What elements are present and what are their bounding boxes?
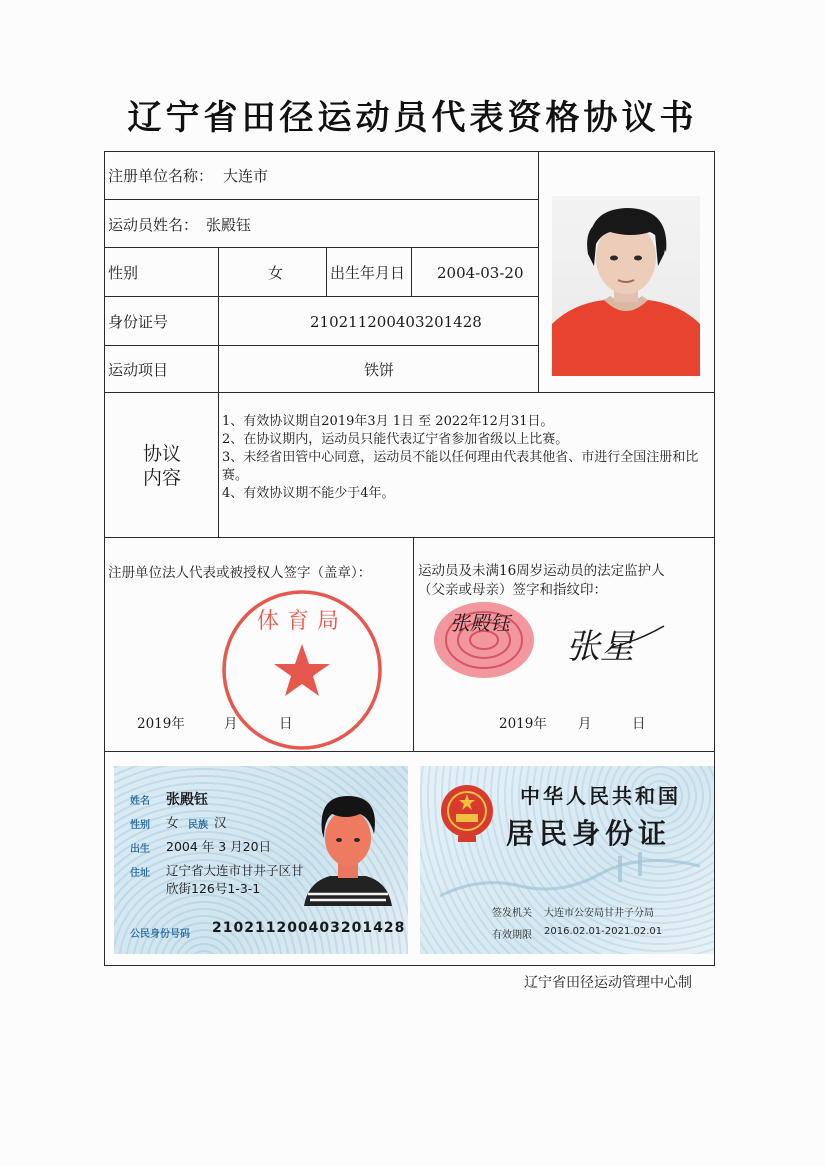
- col-divider: [326, 247, 327, 296]
- card-gender: 女: [166, 815, 179, 830]
- great-wall-watermark: [440, 846, 700, 906]
- row-divider: [104, 199, 538, 200]
- row-divider: [104, 751, 715, 752]
- card-back-title: 中华人民共和国: [520, 784, 681, 808]
- card-address-label: 住址: [130, 868, 150, 879]
- sign-right-label-line1: 运动员及未满16周岁运动员的法定监护人: [418, 563, 665, 579]
- col-divider: [538, 151, 539, 392]
- birth-value: 2004-03-20: [437, 264, 524, 282]
- id-card-front: [114, 766, 408, 954]
- national-emblem-icon: [438, 782, 496, 844]
- card-birth-label: 出生: [130, 844, 150, 855]
- card-name-label: 姓名: [130, 796, 150, 807]
- id-number-label: 身份证号: [108, 313, 169, 331]
- sport-value: 铁饼: [364, 361, 395, 379]
- document-title: 辽宁省田径运动员代表资格协议书: [127, 98, 698, 138]
- sign-right-label-line2: （父亲或母亲）签字和指纹印：: [418, 582, 607, 598]
- guardian-signature: [560, 616, 670, 674]
- agreement-items: [222, 413, 708, 503]
- sign-left-month: 月: [224, 716, 238, 732]
- id-number-value: 210211200403201428: [310, 313, 482, 331]
- official-seal: [218, 586, 386, 754]
- card-photo: [300, 790, 396, 906]
- row-divider: [104, 345, 538, 346]
- agreement-item: 4、有效协议期不能少于4年。: [222, 486, 395, 501]
- col-divider: [413, 537, 414, 751]
- sign-right-year: 2019年: [499, 716, 547, 732]
- col-divider: [218, 247, 219, 392]
- sport-label: 运动项目: [108, 361, 169, 379]
- card-address-line1: 辽宁省大连市甘井子区甘: [166, 863, 304, 878]
- card-back-subtitle: 居民身份证: [506, 817, 672, 850]
- seal-text: 体育局: [256, 609, 348, 634]
- card-ethnicity: 汉: [214, 815, 227, 830]
- row-divider: [104, 537, 715, 538]
- registration-value: 大连市: [223, 167, 269, 185]
- footer-issuer: 辽宁省田径运动管理中心制: [524, 975, 692, 991]
- gender-label: 性别: [108, 264, 139, 282]
- registration-label: 注册单位名称：: [108, 167, 214, 185]
- athlete-name-value: 张殿钰: [206, 216, 252, 234]
- card-id-label: 公民身份号码: [130, 929, 190, 940]
- gender-value: 女: [268, 264, 284, 282]
- sign-right-day: 日: [632, 716, 646, 732]
- agreement-item: 3、未经省田管中心同意，运动员不能以任何理由代表其他省、市进行全国注册和比赛。: [222, 450, 699, 483]
- fingerprint-signature: 张殿钰: [450, 611, 510, 635]
- card-name: 张殿钰: [166, 792, 208, 808]
- validity-label: 有效期限: [492, 930, 532, 941]
- card-ethnicity-label: 民族: [188, 820, 208, 831]
- card-birth: 2004 年 3 月20日: [166, 839, 272, 854]
- birth-label: 出生年月日: [330, 264, 406, 282]
- authority: 大连市公安局甘井子分局: [544, 908, 654, 919]
- sign-left-year: 2019年: [137, 716, 185, 732]
- agreement-title: [106, 442, 218, 490]
- sign-left-label: 注册单位法人代表或被授权人签字（盖章）：: [108, 565, 372, 581]
- athlete-name-label: 运动员姓名：: [108, 216, 199, 234]
- athlete-photo: [552, 196, 700, 376]
- col-divider: [218, 392, 219, 537]
- guardian-signature-text: 张星: [566, 627, 634, 667]
- id-card-back: [420, 766, 714, 954]
- row-divider: [104, 247, 538, 248]
- agreement-title-line1: 协议: [142, 443, 181, 465]
- agreement-title-line2: 内容: [142, 467, 181, 489]
- authority-label: 签发机关: [492, 908, 532, 919]
- card-gender-label: 性别: [130, 820, 150, 831]
- row-divider: [104, 296, 538, 297]
- row-divider: [104, 392, 715, 393]
- fingerprint: [430, 598, 538, 682]
- sign-right-month: 月: [578, 716, 592, 732]
- col-divider: [411, 247, 412, 296]
- agreement-item: 1、有效协议期自2019年3月 1日 至 2022年12月31日。: [222, 414, 554, 429]
- card-id: 210211200403201428: [212, 920, 406, 936]
- agreement-item: 2、在协议期内，运动员只能代表辽宁省参加省级以上比赛。: [222, 432, 569, 447]
- validity: 2016.02.01-2021.02.01: [544, 926, 663, 937]
- card-address-line2: 欣街126号1-3-1: [166, 881, 261, 896]
- sign-left-day: 日: [279, 716, 293, 732]
